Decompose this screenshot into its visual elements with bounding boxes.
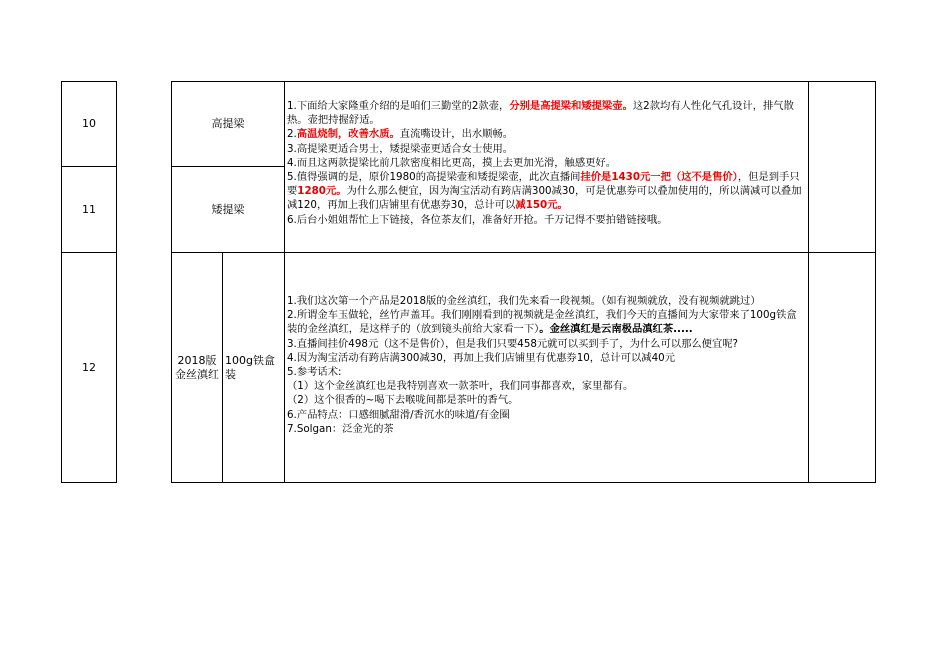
script-block-dianhong (285, 294, 808, 436)
row-number-10 (61, 81, 117, 167)
product-spec (223, 253, 285, 483)
text: ，但是到手只要 (287, 171, 800, 198)
script-line: 3.直播间挂价498元（这不是售价），但是我们只要458元就可以买到手了，为什么可以那么便宜呢? (287, 337, 739, 350)
script-line: 5.参考话术: (287, 366, 342, 379)
script-line (287, 308, 806, 336)
highlight-text: 1280元。 (297, 185, 347, 198)
row-number-11 (61, 167, 117, 253)
row-number-label: 12 (82, 361, 96, 374)
highlight-text: 减150元。 (515, 199, 568, 212)
row-number-label: 10 (82, 117, 96, 130)
script-line: 7.Solgan：泛金光的茶 (287, 422, 394, 435)
row-number-label: 11 (82, 203, 96, 216)
bold-text: 。金丝滇红是云南极品滇红茶..... (539, 323, 693, 336)
text: 2. (287, 128, 297, 141)
script-line (287, 170, 806, 213)
text: 为什么那么便宜，因为淘宝活动有跨店满300减30，可是优惠券可以叠加使用的，所以满减可以叠加减120，再加上我们店铺里有优惠券30，总计可以 (287, 185, 802, 212)
script-line: 3.高提梁更适合男士，矮提梁壶更适合女士使用。 (287, 142, 514, 155)
product-name-jinsidianhong (171, 253, 223, 483)
script-line: （2）这个很香的~喝下去喉咙间都是茶叶的香气。 (287, 394, 519, 407)
text: 这2款均有人性化气孔设计，排气散热。壶把持握舒适。 (287, 100, 794, 127)
script-line: 1.我们这次第一个产品是2018版的金丝滇红，我们先来看一段视频。（如有视频就放，没有视频就跳过） (287, 295, 761, 307)
text: 5.值得强调的是，原价1980的高提梁壶和矮提梁壶，此次直播间 (287, 171, 581, 184)
script-line: （1）这个金丝滇红也是我特别喜欢一款茶叶，我们同事都喜欢，家里都有。 (287, 380, 634, 393)
text: 1.下面给大家隆重介绍的是咱们三勤堂的2款壶， (287, 100, 510, 112)
script-line (287, 127, 806, 141)
text: 2.所谓金车玉做轮，丝竹声盖耳。我们刚刚看到的视频就是金丝滇红，我们今天的直播间为大家带来了100g铁盒装的金丝滇红，是这样子的（放到镜头前给大家看一下） (287, 309, 797, 336)
script-block-teapots (285, 99, 808, 227)
script-line: 4.因为淘宝活动有跨店满300减30，再加上我们店铺里有优惠券10，总计可以减40元 (287, 351, 675, 364)
script-line: 4.而且这两款提梁比前几款密度相比更高，摸上去更加光滑，触感更好。 (287, 156, 617, 169)
script-line: 6.后台小姐姐帮忙上下链接，各位茶友们，准备好开抢。千万记得不要拍错链接哦。 (287, 213, 668, 226)
row-number-12 (61, 253, 117, 483)
product-name-label: 高提梁 (211, 117, 245, 130)
column-divider (808, 81, 809, 483)
highlight-text: 挂价是1430元一把（这不是售价） (580, 171, 738, 184)
product-spec-label: 100g铁盒装 (225, 354, 275, 381)
product-name-label: 2018版金丝滇红 (175, 354, 219, 381)
text: 直流嘴设计，出水顺畅。 (399, 128, 514, 141)
highlight-text: 高温烧制，改善水质。 (296, 128, 400, 141)
script-line: 6.产品特点：口感细腻甜滑/香沉水的味道/有金圈 (287, 408, 510, 421)
product-name-gaotiliang (171, 81, 285, 167)
script-line (287, 99, 806, 127)
product-name-label: 矮提梁 (211, 203, 245, 216)
highlight-text: 分别是高提梁和矮提梁壶。 (509, 100, 633, 112)
product-name-aitiliang (171, 167, 285, 253)
